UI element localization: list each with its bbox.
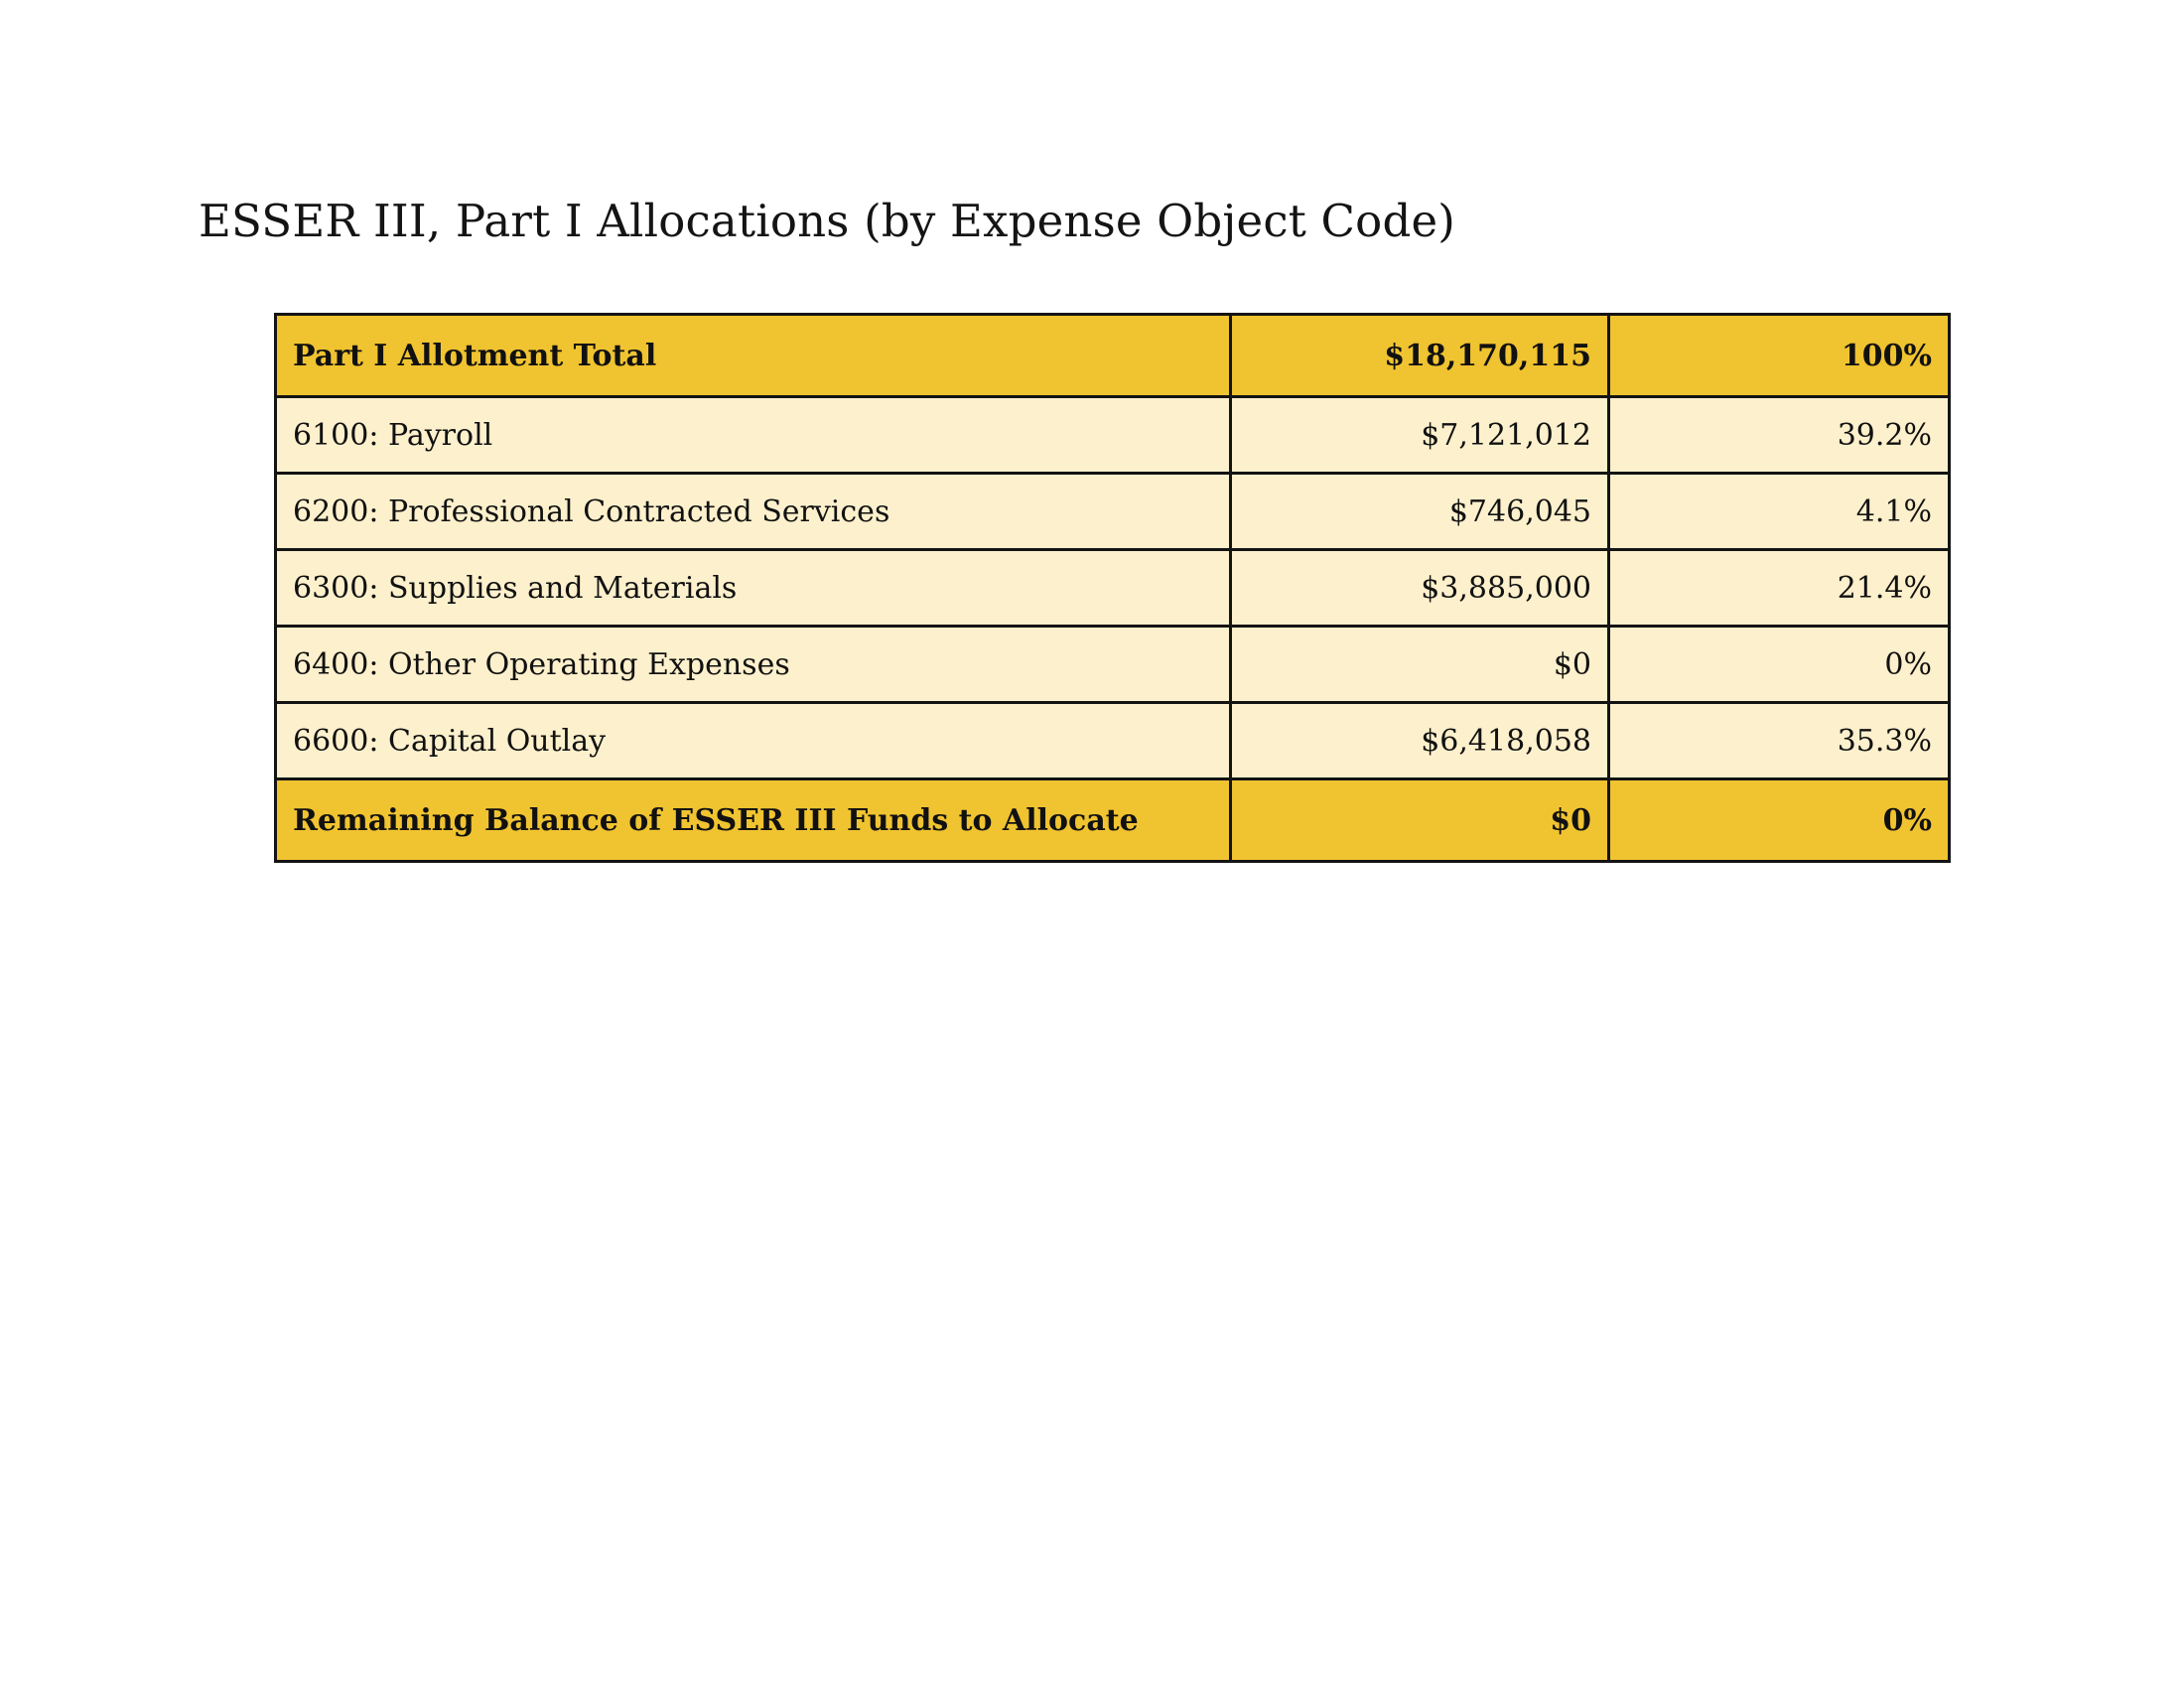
table-row [276, 474, 1950, 550]
row-percent: 21.4% [1609, 550, 1950, 627]
allotment-total-row [276, 315, 1950, 397]
remaining-balance-label: Remaining Balance of ESSER III Funds to Allocate [276, 779, 1231, 862]
row-percent: 39.2% [1609, 397, 1950, 474]
row-amount: $3,885,000 [1231, 550, 1609, 627]
remaining-balance-row [276, 779, 1950, 862]
page-title: ESSER III, Part I Allocations (by Expense Object Code) [199, 195, 1456, 247]
table-row [276, 627, 1950, 703]
table-row [276, 550, 1950, 627]
row-amount: $746,045 [1231, 474, 1609, 550]
remaining-balance-amount: $0 [1231, 779, 1609, 862]
table-row [276, 703, 1950, 779]
row-label: 6100: Payroll [276, 397, 1231, 474]
row-percent: 0% [1609, 627, 1950, 703]
row-label: 6300: Supplies and Materials [276, 550, 1231, 627]
row-amount: $7,121,012 [1231, 397, 1609, 474]
row-label: 6600: Capital Outlay [276, 703, 1231, 779]
allotment-total-label: Part I Allotment Total [276, 315, 1231, 397]
row-amount: $6,418,058 [1231, 703, 1609, 779]
allotment-total-percent: 100% [1609, 315, 1950, 397]
table-row [276, 397, 1950, 474]
row-amount: $0 [1231, 627, 1609, 703]
allotment-total-amount: $18,170,115 [1231, 315, 1609, 397]
row-label: 6200: Professional Contracted Services [276, 474, 1231, 550]
allocations-table [274, 313, 1951, 863]
row-percent: 4.1% [1609, 474, 1950, 550]
row-percent: 35.3% [1609, 703, 1950, 779]
remaining-balance-percent: 0% [1609, 779, 1950, 862]
row-label: 6400: Other Operating Expenses [276, 627, 1231, 703]
